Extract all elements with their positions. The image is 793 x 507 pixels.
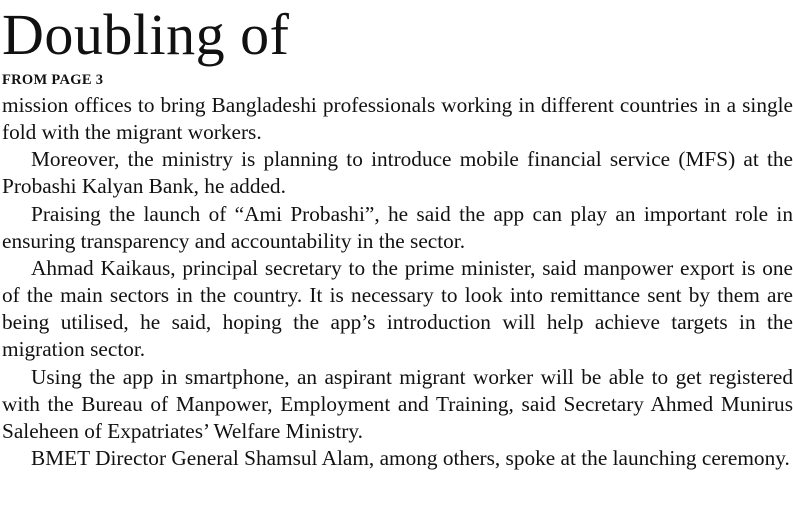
- continued-from-label: FROM PAGE 3: [2, 72, 104, 88]
- paragraph: mission offices to bring Bangladeshi professionals working in different countries in a single fold with the migrant workers.: [2, 93, 793, 145]
- article-body: [2, 92, 793, 472]
- paragraph: Praising the launch of “Ami Probashi”, he said the app can play an important role in ensuring transparency and accountability in the sector.: [2, 201, 793, 253]
- paragraph: BMET Director General Shamsul Alam, among others, spoke at the launching ceremony.: [31, 446, 790, 471]
- paragraph: Ahmad Kaikaus, principal secretary to the prime minister, said manpower export is one of the main sectors in the country. It is necessary to look into remittance sent by them are being utilised, he said, hoping the app’s introduction will help achieve targets in the migration sector.: [2, 255, 793, 362]
- news-article: [2, 0, 793, 472]
- headline: Doubling of: [2, 2, 290, 67]
- paragraph: Using the app in smartphone, an aspirant migrant worker will be able to get registered with the Bureau of Manpower, Employment and Training, said Secretary Ahmed Munirus Saleheen of Expatriates’ Welfare Ministry.: [2, 364, 793, 443]
- paragraph: Moreover, the ministry is planning to introduce mobile financial service (MFS) at the Probashi Kalyan Bank, he added.: [2, 147, 793, 199]
